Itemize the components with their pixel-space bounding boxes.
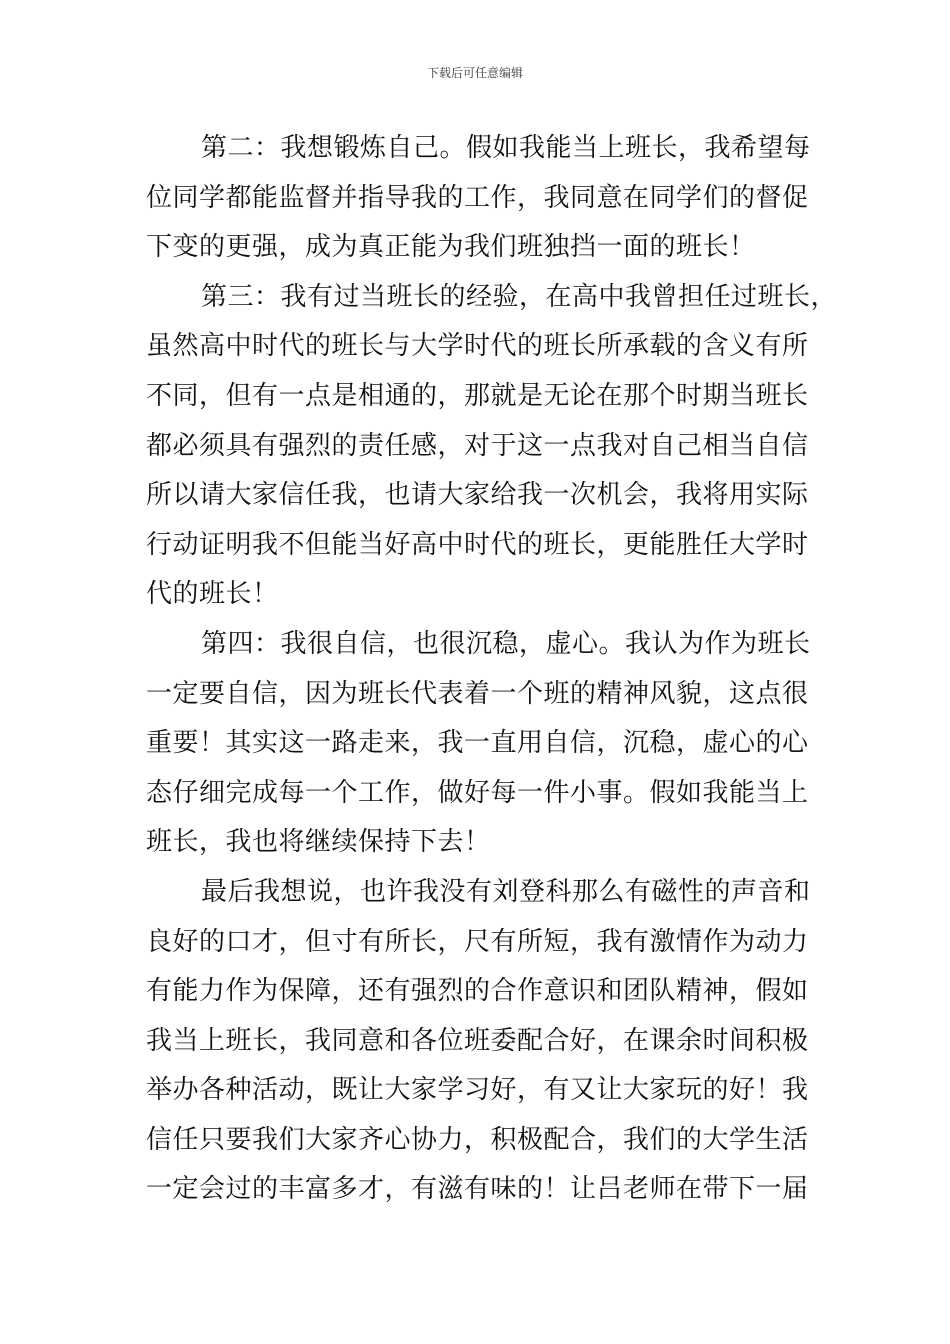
document-body (146, 124, 838, 1215)
text-line: 代的班长！ (146, 579, 279, 610)
text-line: 良好的口才，但寸有所长，尺有所短，我有激情作为动力 (146, 926, 809, 957)
text-line: 下变的更强，成为真正能为我们班独挡一面的班长！ (146, 232, 756, 263)
page-header: 下载后可任意编辑 (426, 66, 523, 80)
text-line: 我当上班长，我同意和各位班委配合好，在课余时间积极 (146, 1025, 809, 1056)
text-line: 信任只要我们大家齐心协力，积极配合，我们的大学生活 (146, 1124, 809, 1155)
text-line: 一定要自信，因为班长代表着一个班的精神风貌，这点很 (146, 678, 809, 709)
text-line: 班长，我也将继续保持下去！ (146, 827, 491, 858)
text-line: 有能力作为保障，还有强烈的合作意识和团队精神，假如 (146, 976, 809, 1007)
text-line: 虽然高中时代的班长与大学时代的班长所承载的含义有所 (146, 331, 809, 362)
text-line: 态仔细完成每一个工作，做好每一件小事。假如我能当上 (146, 777, 809, 808)
text-line: 一定会过的丰富多才，有滋有味的！让吕老师在带下一届 (146, 1174, 809, 1205)
text-line: 行动证明我不但能当好高中时代的班长，更能胜任大学时 (146, 529, 809, 560)
text-line: 重要！其实这一路走来，我一直用自信，沉稳，虚心的心 (146, 728, 809, 759)
text-line: 都必须具有强烈的责任感，对于这一点我对自己相当自信 (146, 430, 809, 461)
text-line: 最后我想说，也许我没有刘登科那么有磁性的声音和 (201, 876, 811, 907)
text-line: 不同，但有一点是相通的，那就是无论在那个时期当班长 (146, 380, 809, 411)
text-line: 第四：我很自信，也很沉稳，虚心。我认为作为班长 (201, 628, 811, 659)
text-line: 位同学都能监督并指导我的工作，我同意在同学们的督促 (146, 182, 809, 213)
text-line: 所以请大家信任我，也请大家给我一次机会，我将用实际 (146, 480, 809, 511)
text-line: 第二：我想锻炼自己。假如我能当上班长，我希望每 (201, 133, 811, 163)
text-line: 第三：我有过当班长的经验，在高中我曾担任过班长， (201, 281, 838, 312)
text-line: 举办各种活动，既让大家学习好，有又让大家玩的好！我 (146, 1075, 809, 1106)
